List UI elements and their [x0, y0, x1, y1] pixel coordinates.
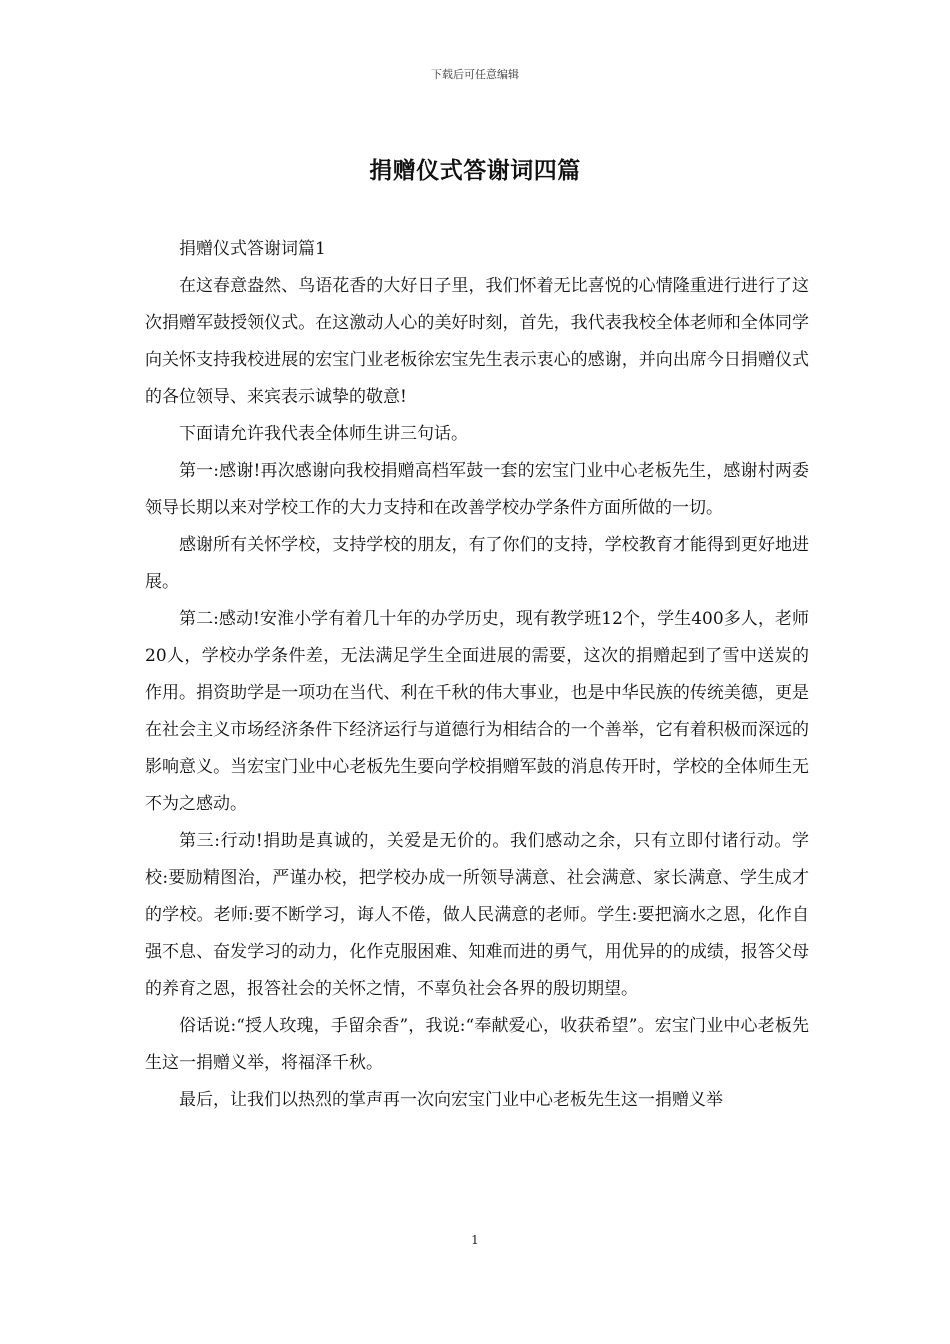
- document-title: 捐赠仪式答谢词四篇: [369, 157, 581, 184]
- document-body: [145, 231, 809, 1119]
- paragraph: 第二:感动!安淮小学有着几十年的办学历史，现有教学班12个，学生400多人，老师20人，学校办学条件差，无法满足学生全面进展的需要，这次的捐赠起到了雪中送炭的作用。捐资助学是一项功在当代、利在千秋的伟大事业，也是中华民族的传统美德，更是在社会主义市场经济条件下经济运行与道德行为相结合的一个善举，它有着积极而深远的影响意义。当宏宝门业中心老板先生要向学校捐赠军鼓的消息传开时，学校的全体师生无不为之感动。: [145, 609, 809, 814]
- paragraph: 俗话说:“授人玫瑰，手留余香”，我说:“奉献爱心，收获希望”。宏宝门业中心老板先生这一捐赠义举，将福泽千秋。: [145, 1016, 809, 1073]
- paragraph: 第三:行动!捐助是真诚的，关爱是无价的。我们感动之余，只有立即付诸行动。学校:要励精图治，严谨办校，把学校办成一所领导满意、社会满意、家长满意、学生成才的学校。老师:要不断学习，诲人不倦，做人民满意的老师。学生:要把滴水之恩，化作自强不息、奋发学习的动力，化作克服困难、知难而进的勇气，用优异的的成绩，报答父母的养育之恩，报答社会的关怀之情，不辜负社会各界的殷切期望。: [145, 831, 809, 999]
- header-note: 下载后可任意编辑: [431, 68, 519, 81]
- paragraph: 感谢所有关怀学校，支持学校的朋友，有了你们的支持，学校教育才能得到更好地进展。: [145, 535, 809, 592]
- paragraph: 下面请允许我代表全体师生讲三句话。: [179, 424, 468, 444]
- paragraph: 最后，让我们以热烈的掌声再一次向宏宝门业中心老板先生这一捐赠义举: [179, 1090, 723, 1110]
- section-heading: 捐赠仪式答谢词篇1: [179, 239, 326, 259]
- paragraph: 在这春意盎然、鸟语花香的大好日子里，我们怀着无比喜悦的心情隆重进行进行了这次捐赠军鼓授领仪式。在这激动人心的美好时刻，首先，我代表我校全体老师和全体同学向关怀支持我校进展的宏宝门业老板徐宏宝先生表示衷心的感谢，并向出席今日捐赠仪式的各位领导、来宾表示诚挚的敬意!: [145, 276, 809, 407]
- page-number: 1: [471, 1233, 479, 1247]
- paragraph: 第一:感谢!再次感谢向我校捐赠高档军鼓一套的宏宝门业中心老板先生，感谢村两委领导长期以来对学校工作的大力支持和在改善学校办学条件方面所做的一切。: [145, 461, 809, 518]
